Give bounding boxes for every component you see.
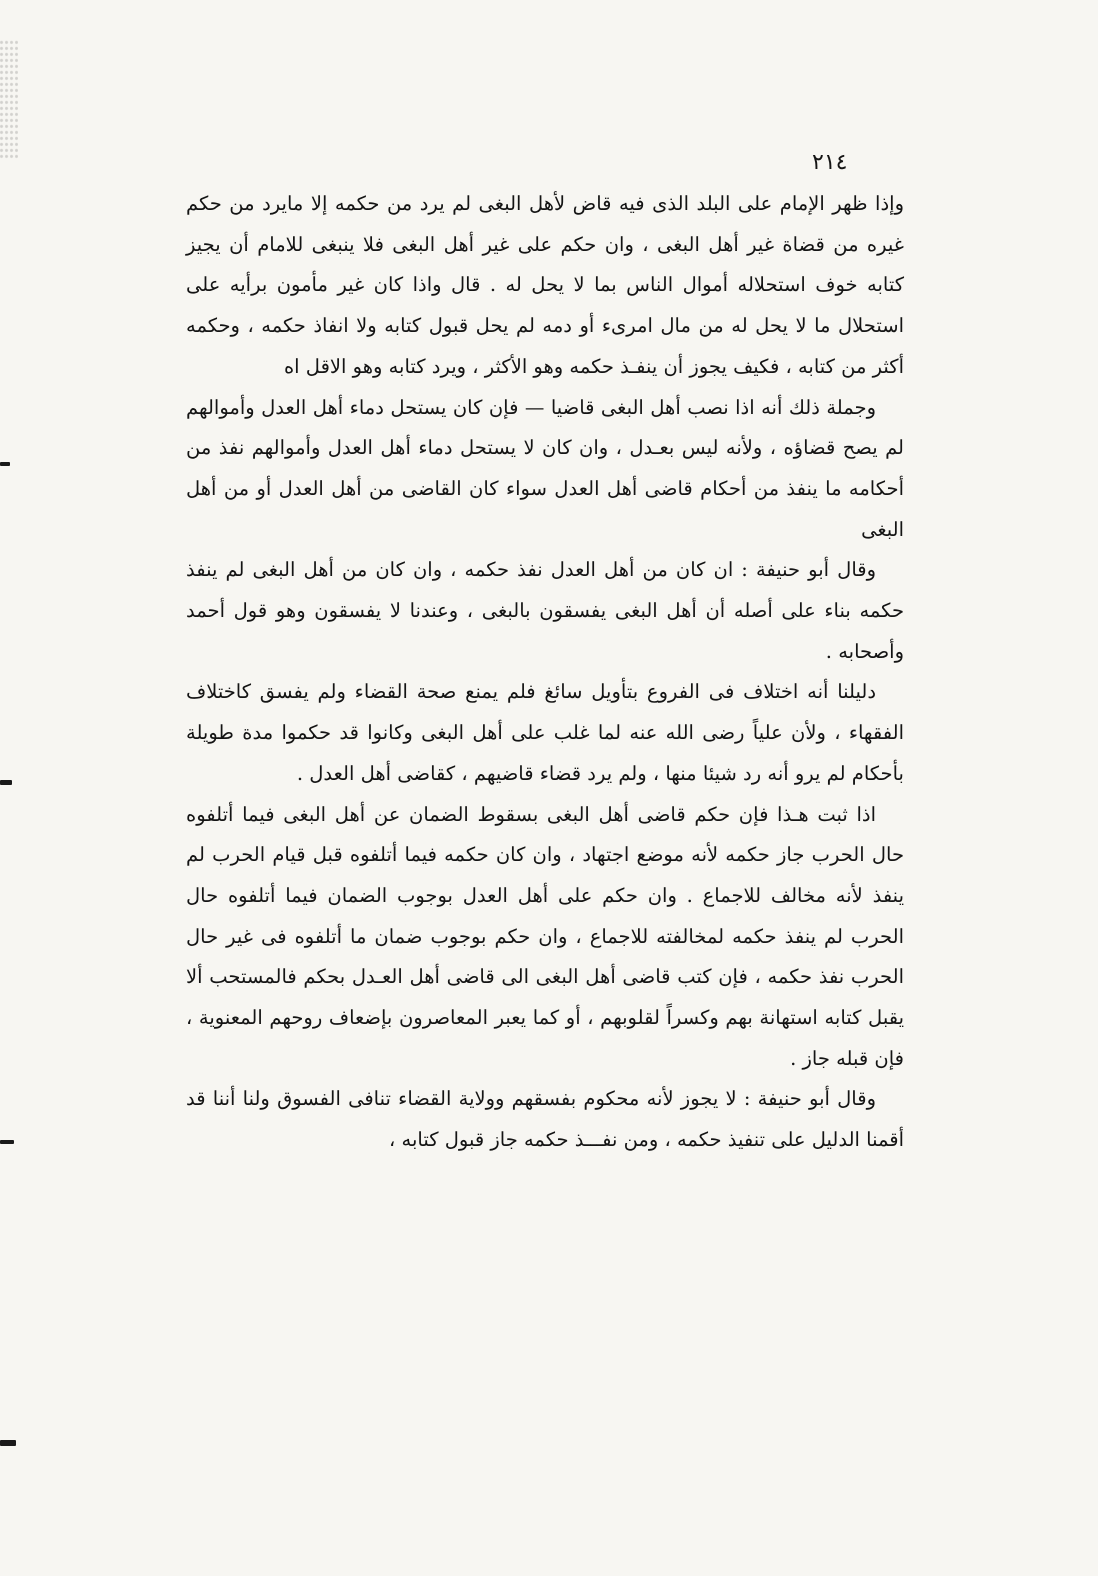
paragraph: وقال أبو حنيفة : ان كان من أهل العدل نفذ حكمه ، وان كان من أهل البغى لم ينفذ حكمه بناء على أصله أن أهل البغى يفسقون بالبغى ، وعندنا لا يفسقون وهو قول أحمد وأصحابه . [186,558,904,663]
paragraph: وجملة ذلك أنه اذا نصب أهل البغى قاضيا — فإن كان يستحل دماء أهل العدل وأموالهم لم يصح قضاؤه ، ولأنه ليس بعـدل ، وان كان لا يستحل دماء أهل العدل وأموالهم نفذ من أحكامه ما ينفذ من أحكام قاضى أهل العدل سواء كان القاضى من أهل العدل أو من أهل البغى [186,395,904,541]
scan-edge-mark [0,780,12,785]
scan-edge-mark [0,1440,16,1446]
scan-edge-speckle [0,40,18,160]
page-number: ٢١٤ [812,150,848,175]
paragraph: دليلنا أنه اختلاف فى الفروع بتأويل سائغ فلم يمنع صحة القضاء ولم يفسق كاختلاف الفقهاء ، ولأن علياً رضى الله عنه لما غلب على أهل البغى وكانوا قد حكموا مدة طويلة بأحكام لم يرو أنه رد شيئا منها ، ولم يرد قضاء قاضيهم ، كقاضى أهل العدل . [186,680,904,785]
paragraph: اذا ثبت هـذا فإن حكم قاضى أهل البغى بسقوط الضمان عن أهل البغى فيما أتلفوه حال الحرب جاز حكمه لأنه موضع اجتهاد ، وان كان حكمه فيما أتلفوه قبل قيام الحرب لم ينفذ لأنه مخالف للاجماع . وان حكم على أهل العدل بوجوب الضمان فيما أتلفوه حال الحرب لم ينفذ حكمه لمخالفته للاجماع ، وان حكم بوجوب ضمان ما أتلفوه فى غير حال الحرب نفذ حكمه ، فإن كتب قاضى أهل البغى الى قاضى أهل العـدل بحكم فالمستحب ألا يقبل كتابه استهانة بهم وكسراً لقلوبهم ، أو كما يعبر المعاصرون بإضعاف روحهم المعنوية ، فإن قبله جاز . [186,802,904,1070]
body-text [186,184,904,1161]
paragraph: وإذا ظهر الإمام على البلد الذى فيه قاض لأهل البغى لم يرد من حكمه إلا مايرد من حكم غيره من قضاة غير أهل البغى ، وان حكم على غير أهل البغى فلا ينبغى للامام أن يجيز كتابه خوف استحلاله أموال الناس بما لا يحل له . قال واذا كان غير مأمون برأيه على استحلال ما لا يحل له من مال امرىء أو دمه لم يحل قبول كتابه ولا انفاذ حكمه ، وحكمه أكثر من كتابه ، فكيف يجوز أن ينفـذ حكمه وهو الأكثر ، ويرد كتابه وهو الاقل اه [186,192,904,378]
paragraph: وقال أبو حنيفة : لا يجوز لأنه محكوم بفسقهم وولاية القضاء تنافى الفسوق ولنا أننا قد أقمنا الدليل على تنفيذ حكمه ، ومن نفـــذ حكمه جاز قبول كتابه ، [186,1087,904,1152]
scan-edge-mark [0,462,10,466]
scan-edge-mark [0,1140,14,1144]
